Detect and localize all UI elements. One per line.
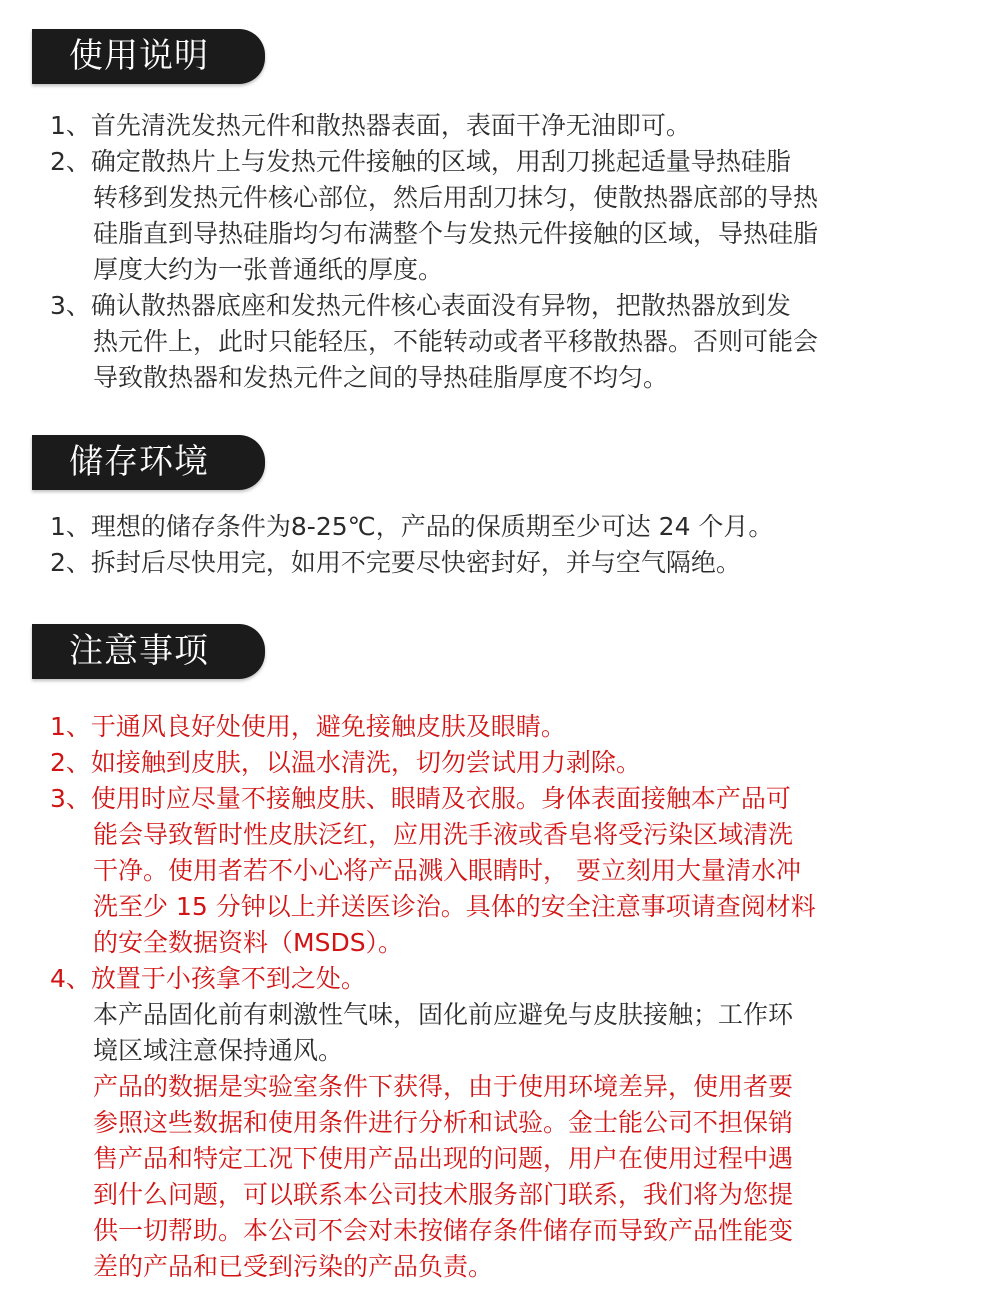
section-title-usage: 使用说明 [32, 29, 265, 84]
usage-step-3-cont: 导致散热器和发热元件之间的导热硅脂厚度不均匀。 [93, 363, 669, 392]
disclaimer: 产品的数据是实验室条件下获得，由于使用环境差异，使用者要 [93, 1072, 794, 1101]
storage-item-2: 2、拆封后尽快用完，如用不完要尽快密封好，并与空气隔绝。 [50, 548, 741, 577]
disclaimer-cont: 参照这些数据和使用条件进行分析和试验。金士能公司不担保销 [93, 1108, 794, 1137]
disclaimer-cont: 售产品和特定工况下使用产品出现的问题，用户在使用过程中遇 [93, 1144, 794, 1173]
storage-item-1: 1、理想的储存条件为8-25℃，产品的保质期至少可达 24 个月。 [50, 512, 774, 541]
precaution-3-cont: 干净。使用者若不小心将产品溅入眼睛时， 要立刻用大量清水冲 [93, 856, 801, 885]
precaution-4: 4、放置于小孩拿不到之处。 [50, 964, 366, 993]
disclaimer-cont: 到什么问题，可以联系本公司技术服务部门联系，我们将为您提 [93, 1180, 794, 1209]
precaution-2: 2、如接触到皮肤，以温水清洗，切勿尝试用力剥除。 [50, 748, 641, 777]
precautions [50, 709, 970, 1285]
usage-step-2-cont: 厚度大约为一张普通纸的厚度。 [93, 255, 444, 284]
section-title-storage: 储存环境 [32, 435, 265, 490]
odor-note: 本产品固化前有刺激性气味，固化前应避免与皮肤接触；工作环 [93, 1000, 794, 1029]
section-title-precautions: 注意事项 [32, 624, 265, 679]
disclaimer-cont: 供一切帮助。本公司不会对未按储存条件储存而导致产品性能变 [93, 1216, 794, 1245]
precaution-3: 3、使用时应尽量不接触皮肤、眼睛及衣服。身体表面接触本产品可 [50, 784, 791, 813]
usage-step-2: 2、确定散热片上与发热元件接触的区域，用刮刀挑起适量导热硅脂 [50, 147, 791, 176]
usage-step-2-cont: 转移到发热元件核心部位，然后用刮刀抹匀，使散热器底部的导热 [93, 183, 819, 212]
storage-conditions [50, 509, 970, 581]
usage-step-1: 1、首先清洗发热元件和散热器表面，表面干净无油即可。 [50, 111, 691, 140]
usage-step-2-cont: 硅脂直到导热硅脂均匀布满整个与发热元件接触的区域，导热硅脂 [93, 219, 819, 248]
usage-step-3: 3、确认散热器底座和发热元件核心表面没有异物，把散热器放到发 [50, 291, 791, 320]
usage-instructions [50, 108, 970, 396]
odor-note-cont: 境区域注意保持通风。 [93, 1036, 344, 1065]
precaution-3-cont: 的安全数据资料（MSDS）。 [93, 928, 404, 957]
usage-step-3-cont: 热元件上，此时只能轻压，不能转动或者平移散热器。否则可能会 [93, 327, 819, 356]
disclaimer-cont: 差的产品和已受到污染的产品负责。 [93, 1252, 494, 1281]
precaution-3-cont: 洗至少 15 分钟以上并送医诊治。具体的安全注意事项请查阅材料 [93, 892, 816, 921]
precaution-1: 1、于通风良好处使用，避免接触皮肤及眼睛。 [50, 712, 566, 741]
precaution-3-cont: 能会导致暂时性皮肤泛红，应用洗手液或香皂将受污染区域清洗 [93, 820, 794, 849]
